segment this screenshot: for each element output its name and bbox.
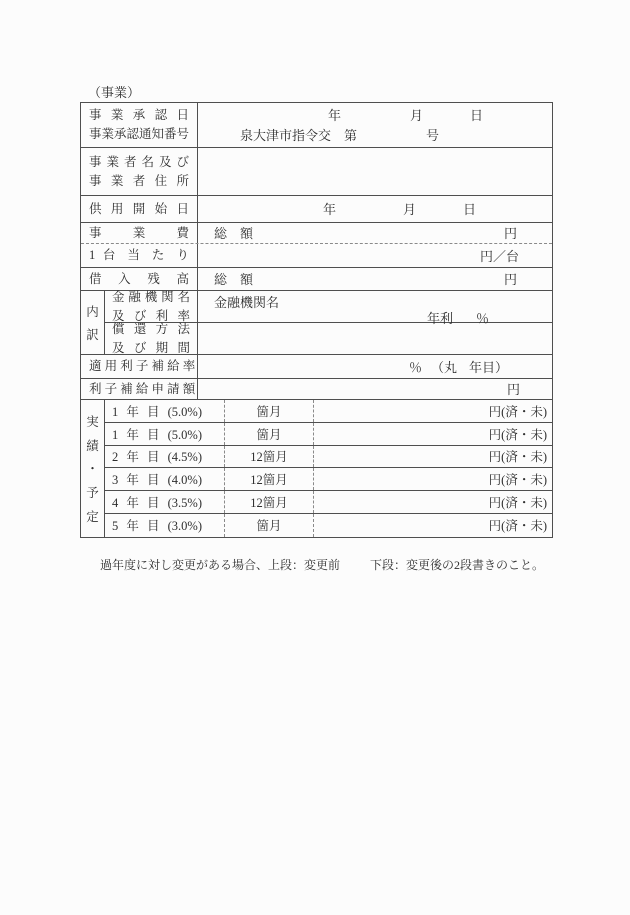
- subsidy-rate-label-text: 適 用 利 子 補 給 率: [89, 359, 196, 373]
- schedule-row-4: [105, 468, 552, 491]
- schedule-group-char2: 績: [86, 438, 99, 453]
- approval-label-line1: 事 業 承 認 日: [89, 108, 189, 122]
- subsidy-rate-note-open: （丸: [431, 359, 458, 375]
- schedule-year-label: 4 年 目 (3.5%): [112, 496, 202, 511]
- schedule-months: 12箇月: [224, 468, 314, 490]
- loan-balance-line: [198, 269, 552, 289]
- subsidy-amount-unit: 円: [507, 382, 521, 397]
- schedule-row-2: [105, 423, 552, 446]
- row-group-schedule: [81, 400, 552, 537]
- row-project-cost: [81, 223, 552, 244]
- project-cost-unit: 円: [504, 226, 518, 241]
- breakdown-group-label: [81, 291, 105, 354]
- bank-name-line: [198, 292, 552, 308]
- annual-rate-label: 年利: [427, 311, 454, 326]
- breakdown-rows: [105, 291, 552, 354]
- row-subsidy-rate: [81, 355, 552, 379]
- bank-name-caption: 金融機関名: [214, 295, 280, 310]
- schedule-year-label: 1 年 目 (5.0%): [112, 404, 202, 419]
- subsidy-amount-label: [81, 379, 198, 399]
- operator-label: [81, 148, 198, 195]
- loan-balance-unit: 円: [504, 272, 518, 287]
- bank-rate-label-line1: 金 融 機 関 名: [112, 289, 190, 304]
- repayment-label-line1: 償 還 方 法: [112, 321, 190, 336]
- subsidy-rate-label: [81, 355, 198, 378]
- footer-note: [100, 556, 544, 573]
- subsidy-rate-value: [198, 355, 552, 378]
- project-cost-label: [81, 223, 198, 243]
- per-unit-label: [81, 244, 198, 267]
- schedule-group-char5: 定: [86, 509, 99, 524]
- application-form-table: [80, 102, 553, 538]
- project-cost-value: [198, 223, 552, 243]
- schedule-amount: 円(済・未): [488, 404, 547, 419]
- footer-note-left: 過年度に対し変更がある場合、上段：変更前: [100, 558, 341, 572]
- subsidy-amount-value: [198, 379, 552, 399]
- approval-year-unit: 年: [328, 108, 342, 123]
- schedule-group-char4: 予: [86, 486, 99, 501]
- row-operator: [81, 148, 552, 196]
- service-start-label-text: 供 用 開 始 日: [89, 201, 189, 216]
- project-cost-line: [198, 223, 552, 243]
- breakdown-group-char2: 訳: [86, 328, 99, 342]
- approval-label: [81, 103, 198, 147]
- subsidy-rate-line: [198, 357, 552, 377]
- approval-notice-line: [198, 125, 552, 145]
- service-start-month-unit: 月: [403, 202, 417, 217]
- operator-value: [198, 148, 552, 195]
- schedule-row-6: [105, 514, 552, 537]
- service-start-value: [198, 196, 552, 222]
- bank-rate-label-line2: 及 び 利 率: [112, 308, 190, 323]
- loan-balance-value: [198, 268, 552, 290]
- annual-rate-line: [198, 308, 552, 326]
- repayment-label-line2: 及 び 期 間: [112, 340, 190, 355]
- schedule-year-label: 1 年 目 (5.0%): [112, 427, 202, 442]
- schedule-row-3: [105, 446, 552, 469]
- subsidy-amount-label-text: 利 子 補 給 申 請 額: [89, 381, 196, 396]
- per-unit-value: [198, 244, 552, 267]
- schedule-year-label: 2 年 目 (4.5%): [112, 450, 202, 465]
- per-unit-line: [198, 246, 552, 266]
- bank-rate-value: [198, 291, 552, 326]
- per-unit-label-text: 1 台 当 た り: [89, 248, 189, 262]
- repayment-label: [105, 323, 198, 354]
- schedule-amount: 円(済・未): [488, 519, 547, 534]
- service-start-year-unit: 年: [323, 202, 337, 217]
- subsidy-rate-unit: ％: [409, 359, 423, 375]
- approval-notice-suffix: 号: [426, 128, 440, 143]
- schedule-months: 箇月: [224, 514, 314, 537]
- approval-notice-prefix: 泉大津市指令交 第: [240, 128, 358, 143]
- footer-note-right: 下段：変更後の2段書きのこと。: [370, 558, 545, 572]
- section-label: （事業）: [88, 85, 141, 100]
- schedule-year-label: 3 年 目 (4.0%): [112, 473, 202, 488]
- project-cost-label-text: 事 業 費: [89, 225, 189, 240]
- schedule-year-label: 5 年 目 (3.0%): [112, 519, 202, 534]
- schedule-months: 箇月: [224, 400, 314, 422]
- approval-month-unit: 月: [410, 108, 424, 123]
- per-unit-unit: 円／台: [480, 248, 520, 264]
- service-start-label: [81, 196, 198, 222]
- approval-value: [198, 103, 552, 147]
- breakdown-group-char1: 内: [86, 305, 99, 319]
- row-per-unit: [81, 244, 552, 268]
- service-start-day-unit: 日: [463, 202, 477, 217]
- service-start-date-line: [198, 199, 552, 219]
- schedule-amount: 円(済・未): [488, 473, 547, 488]
- approval-label-line2: 事業承認通知番号: [89, 127, 190, 141]
- operator-label-line1: 事 業 者 名 及 び: [89, 154, 189, 169]
- row-repayment: [105, 323, 552, 354]
- loan-balance-total-label: 総 額: [214, 272, 254, 287]
- subsidy-amount-line: [198, 379, 552, 399]
- bank-rate-label: [105, 291, 198, 322]
- schedule-group-label: [81, 400, 105, 537]
- schedule-months: 箇月: [224, 423, 314, 445]
- row-subsidy-amount: [81, 379, 552, 400]
- repayment-value: [198, 323, 552, 354]
- operator-label-line2: 事 業 者 住 所: [89, 173, 189, 188]
- row-bank-rate: [105, 289, 552, 326]
- approval-day-unit: 日: [470, 108, 484, 123]
- schedule-months: 12箇月: [224, 446, 314, 468]
- schedule-rows: [105, 400, 552, 537]
- approval-date-line: [198, 105, 552, 125]
- schedule-group-char1: 実: [86, 414, 99, 429]
- annual-rate-unit: ％: [476, 311, 490, 326]
- row-approval: [81, 103, 552, 148]
- schedule-amount: 円(済・未): [488, 427, 547, 442]
- schedule-amount: 円(済・未): [488, 496, 547, 511]
- schedule-row-1: [105, 400, 552, 423]
- project-cost-total-label: 総 額: [214, 226, 254, 241]
- schedule-months: 12箇月: [224, 491, 314, 513]
- schedule-row-5: [105, 491, 552, 514]
- schedule-group-char3: ・: [86, 462, 99, 477]
- row-service-start: [81, 196, 552, 223]
- schedule-amount: 円(済・未): [488, 450, 547, 465]
- loan-balance-label-text: 借 入 残 高: [89, 271, 189, 286]
- row-group-breakdown: [81, 291, 552, 355]
- subsidy-rate-note-close: 年目）: [469, 359, 509, 375]
